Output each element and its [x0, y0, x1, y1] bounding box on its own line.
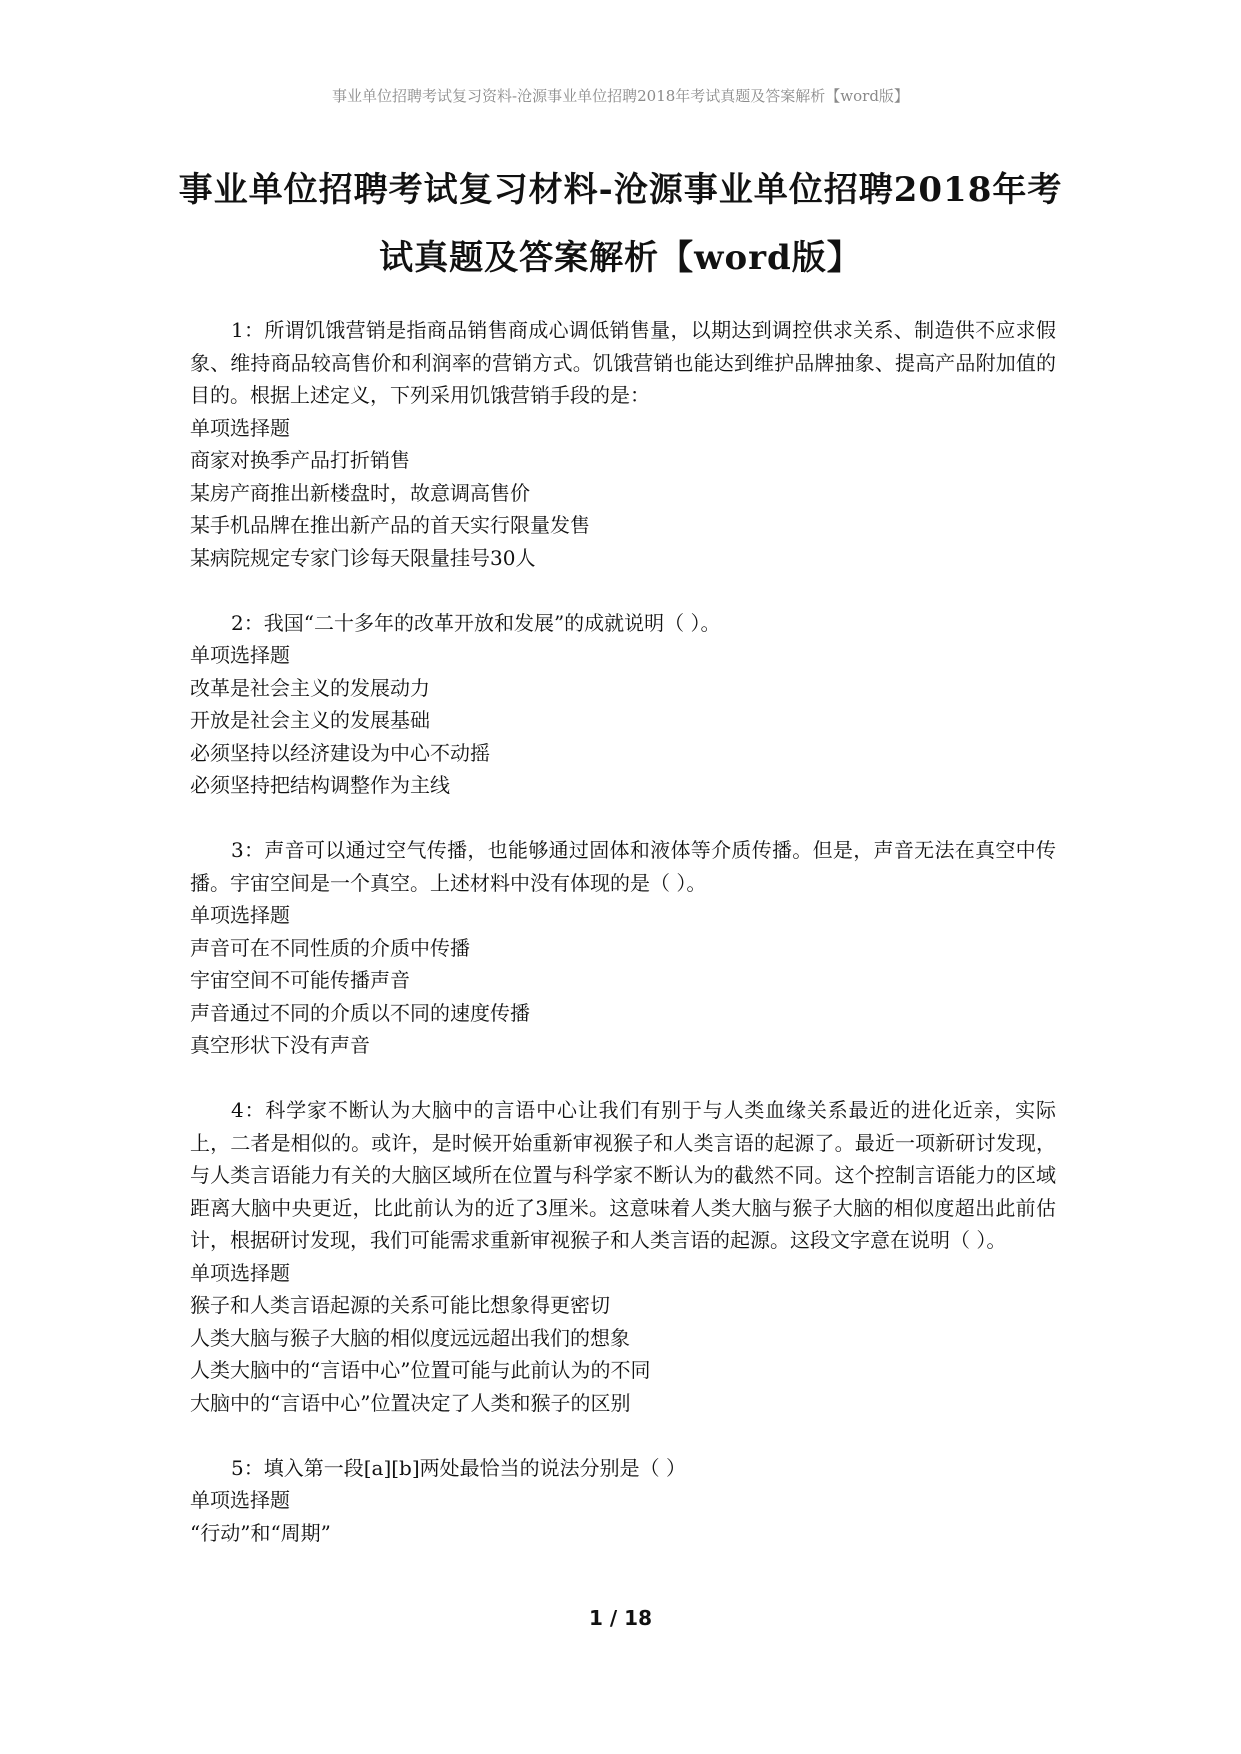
- option-a: “行动”和“周期”: [190, 1520, 331, 1545]
- option-d: 大脑中的“言语中心”位置决定了人类和猴子的区别: [190, 1390, 631, 1415]
- option-d: 真空形状下没有声音: [190, 1033, 370, 1057]
- option-d: 某病院规定专家门诊每天限量挂号30人: [190, 545, 536, 570]
- option-a: 声音可在不同性质的介质中传播: [190, 935, 470, 960]
- option-c: 人类大脑中的“言语中心”位置可能与此前认为的不同: [190, 1358, 651, 1382]
- question-type: 单项选择题: [190, 1488, 290, 1512]
- question-stem: 5：填入第一段[a][b]两处最恰当的说法分别是（ ）: [231, 1455, 687, 1480]
- question-stem: 4：科学家不断认为大脑中的言语中心让我们有别于与人类血缘关系最近的进化近亲，实际上，二者是相似的。或许，是时候开始重新审视猴子和人类言语的起源了。最近一项新研讨发现，与人类言语能力有关的大脑区域所在位置与科学家不断认为的截然不同。这个控制言语能力的区域距离大脑中央更近，比此前认为的近了3厘米。这意味着人类大脑与猴子大脑的相似度超出此前估计，根据研讨发现，我们可能需求重新审视猴子和人类言语的起源。这段文字意在说明（ ）。: [190, 1098, 1056, 1252]
- document-title: 事业单位招聘考试复习材料-沧源事业单位招聘2018年考试真题及答案解析【word版】: [178, 170, 1063, 278]
- option-b: 宇宙空间不可能传播声音: [190, 968, 410, 992]
- question-type: 单项选择题: [190, 415, 290, 440]
- running-header: 事业单位招聘考试复习资料-沧源事业单位招聘2018年考试真题及答案解析【word版】: [332, 87, 909, 105]
- question-stem: 1：所谓饥饿营销是指商品销售商成心调低销售量，以期达到调控供求关系、制造供不应求假象、维持商品较高售价和利润率的营销方式。饥饿营销也能达到维护品牌抽象、提高产品附加值的目的。根据上述定义，下列采用饥饿营销手段的是：: [190, 318, 1056, 407]
- question-3: [190, 834, 1056, 1062]
- option-b: 人类大脑与猴子大脑的相似度远远超出我们的想象: [190, 1325, 630, 1350]
- option-a: 改革是社会主义的发展动力: [190, 675, 430, 700]
- question-type: 单项选择题: [190, 643, 290, 667]
- question-4: [190, 1094, 1056, 1419]
- option-c: 某手机品牌在推出新产品的首天实行限量发售: [190, 513, 590, 537]
- option-c: 必须坚持以经济建设为中心不动摇: [190, 740, 490, 765]
- question-stem: 3：声音可以通过空气传播，也能够通过固体和液体等介质传播。但是，声音无法在真空中传播。宇宙空间是一个真空。上述材料中没有体现的是（ ）。: [190, 838, 1056, 895]
- question-1: [190, 314, 1056, 574]
- option-b: 某房产商推出新楼盘时，故意调高售价: [190, 480, 530, 505]
- document-body: [190, 314, 1056, 1582]
- option-a: 商家对换季产品打折销售: [190, 448, 410, 472]
- question-type: 单项选择题: [190, 903, 290, 927]
- question-2: [190, 607, 1056, 802]
- question-type: 单项选择题: [190, 1260, 290, 1285]
- option-b: 开放是社会主义的发展基础: [190, 708, 430, 732]
- option-a: 猴子和人类言语起源的关系可能比想象得更密切: [190, 1293, 610, 1317]
- question-stem: 2：我国“二十多年的改革开放和发展”的成就说明（ ）。: [231, 610, 721, 635]
- option-c: 声音通过不同的介质以不同的速度传播: [190, 1000, 530, 1025]
- question-5: [190, 1452, 1056, 1550]
- option-d: 必须坚持把结构调整作为主线: [190, 773, 450, 797]
- page-number: 1 / 18: [589, 1606, 652, 1630]
